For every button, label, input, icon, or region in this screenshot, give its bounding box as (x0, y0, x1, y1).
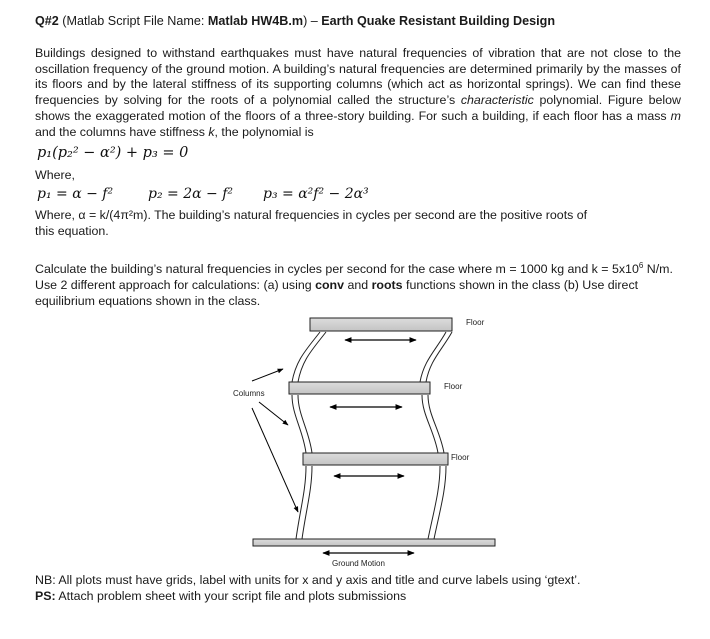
columns-pointer-upper (252, 369, 283, 381)
where-label: Where, (35, 168, 75, 182)
intro-stiffness-symbol: k (208, 124, 215, 139)
floor-slab-1 (303, 453, 448, 465)
floor-label-lower: Floor (451, 453, 470, 462)
task-line-2: Use 2 different approach for calculations: (a) using (35, 277, 316, 292)
floor-label-middle: Floor (444, 382, 463, 391)
problem-number: Q#2 (35, 14, 59, 28)
intro-text-3: and the columns have stiffness (35, 124, 209, 139)
p3-definition: p₃ = α²f² − 2α³ (263, 186, 369, 202)
floor-label-top: Floor (466, 318, 485, 327)
ground-slab (253, 539, 495, 546)
title-filename-prefix: (Matlab Script File Name: (58, 14, 208, 28)
task-line-1-unit: N/m. (643, 262, 673, 277)
roots-function: roots (371, 277, 403, 292)
columns-pointer-middle (259, 402, 288, 425)
intro-text-1: Buildings designed to withstand earthquakes must have natural frequencies of vibration that are not close to the oscillation frequency of the ground motion. A building’s natural frequencies are determined primarily by the masses of its floors and by the lateral stiffness of its supporting columns (which act as horizontal springs). We can find these frequencies by solving for the roots of a polynomial called the structure’s (35, 46, 681, 108)
problem-topic: Earth Quake Resistant Building Design (321, 14, 556, 28)
task-line-2-rest: functions shown in the class (b) Use direct equilibrium equations shown in the class. (35, 277, 639, 308)
intro-characteristic-word: characteristic (460, 93, 534, 108)
nb-note (35, 573, 580, 589)
p2-definition: p₂ = 2α − f² (148, 186, 233, 202)
ps-note (35, 589, 406, 605)
alpha-definition: Where, α = k/(4π²m). The building’s natural frequencies in cycles per second are the positive roots of this equation. (35, 208, 588, 238)
ps-label: PS: (35, 589, 56, 603)
task-and: and (344, 277, 372, 292)
columns-story-1 (296, 466, 446, 539)
script-filename: Matlab HW4B.m (207, 14, 304, 28)
ps-text: Attach problem sheet with your script file and plots submissions (55, 589, 407, 603)
characteristic-equation: p₁(p₂² − α²) + p₃ = 0 (37, 145, 189, 161)
intro-mass-symbol: m (670, 108, 681, 123)
title-dash: – (307, 14, 322, 28)
p1-definition: p₁ = α − f² (37, 186, 114, 202)
columns-label: Columns (233, 389, 265, 398)
columns-story-2 (292, 395, 444, 453)
columns-pointer-lower (252, 408, 298, 512)
floor-slab-3 (310, 318, 452, 331)
nb-text: All plots must have grids, label with units for x and y axis and title and curve labels using ‘gtext’. (55, 573, 581, 587)
title-close-paren: ) (303, 14, 308, 28)
conv-function: conv (315, 277, 345, 292)
nb-label: NB: (35, 573, 56, 587)
task-line-1: Calculate the building’s natural frequencies in cycles per second for the case where m = 1000 kg and k = 5x10 (35, 262, 639, 277)
floor-slab-2 (289, 382, 430, 394)
task-exponent: 6 (638, 261, 644, 270)
intro-text-2: polynomial. Figure below shows the exaggerated motion of the floors of a three-story building. For such a building, if each floor has a mass (35, 93, 681, 123)
ground-motion-label: Ground Motion (332, 559, 385, 568)
intro-text-4: , the polynomial is (214, 124, 314, 139)
